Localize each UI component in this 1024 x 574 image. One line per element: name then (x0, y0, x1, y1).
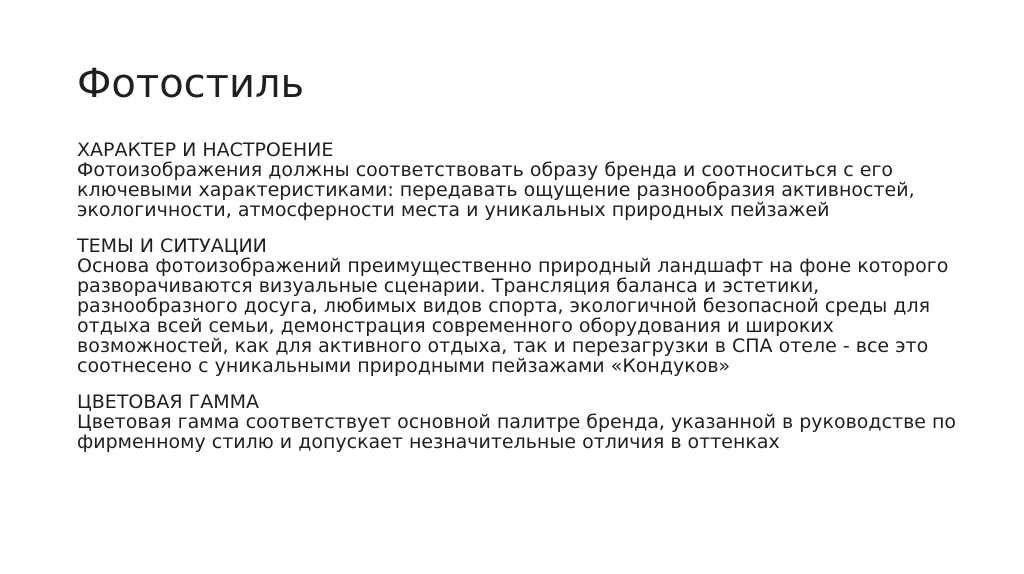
section-text-line: разнообразного досуга, любимых видов спорта, экологичной безопасной среды для (77, 295, 931, 317)
section-themes-situations (77, 236, 967, 376)
section-text-line: отдыха всей семьи, демонстрация современного оборудования и широких (77, 315, 834, 337)
section-text-line: экологичности, атмосферности места и уникальных природных пейзажей (77, 199, 830, 221)
section-color-scheme (77, 392, 967, 452)
section-text-line: Фотоизображения должны соответствовать образу бренда и соотноситься с его (77, 159, 893, 181)
section-heading: ТЕМЫ И СИТУАЦИИ (77, 235, 267, 257)
section-text-line: возможностей, как для активного отдыха, так и перезагрузки в СПА отеле - все это (77, 335, 929, 357)
section-text-line: соотнесено с уникальными природными пейзажами «Кондуков» (77, 355, 731, 377)
section-heading: ХАРАКТЕР И НАСТРОЕНИЕ (77, 139, 334, 161)
section-text-line: ключевыми характеристиками: передавать ощущение разнообразия активностей, (77, 179, 915, 201)
slide-body (77, 140, 967, 468)
section-text-line: разворачиваются визуальные сценарии. Трансляция баланса и эстетики, (77, 275, 820, 297)
section-character-mood (77, 140, 967, 220)
section-heading: ЦВЕТОВАЯ ГАММА (77, 391, 259, 413)
section-text-line: фирменному стилю и допускает незначительные отличия в оттенках (77, 431, 780, 453)
slide-title: Фотостиль (77, 61, 305, 107)
section-text-line: Основа фотоизображений преимущественно природный ландшафт на фоне которого (77, 255, 949, 277)
section-text-line: Цветовая гамма соответствует основной палитре бренда, указанной в руководстве по (77, 411, 957, 433)
